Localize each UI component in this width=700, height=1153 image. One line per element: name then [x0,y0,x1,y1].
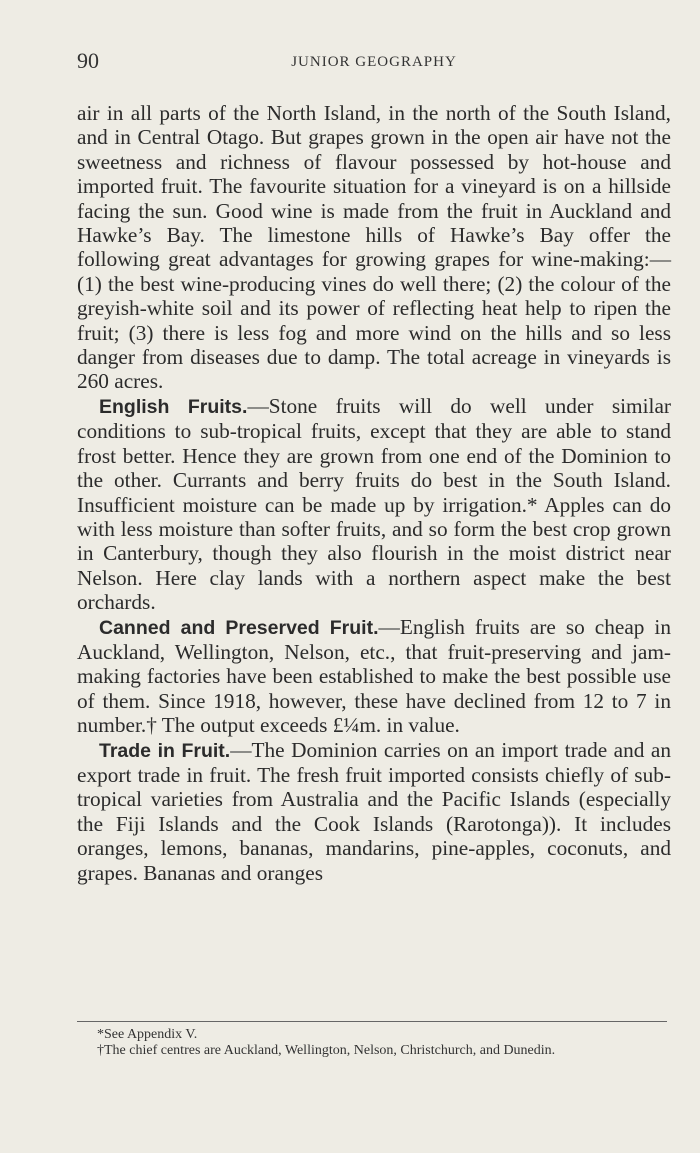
paragraph-text: —Stone fruits will do well under similar conditions to sub-tropical fruits, except that they are able to stand frost better. Hence they are grown from one end of the Dominion to the other. Currants and berry fruits do best in the South Island. Insufficient moisture can be made up by irrigation.* Apples can do with less moisture than softer fruits, and so form the best crop grown in Canterbury, though they also flourish in the moist district near Nelson. Here clay lands with a northern aspect make the best orchards. [77,393,671,615]
paragraph-canned-fruit [77,615,671,738]
paragraph-text: —The Dominion carries on an import trade and an export trade in fruit. The fresh fruit imported consists chiefly of sub-tropical varieties from Australia and the Pacific Islands (especially the Fiji Islands and the Cook Islands (Rarotonga)). It includes oranges, lemons, bananas, mandarins, pine-apples, coconuts, and grapes. Bananas and oranges [77,737,671,885]
body-text [77,101,671,885]
section-heading-canned-fruit: Canned and Preserved Fruit. [99,616,379,639]
footnote-divider [77,1021,667,1022]
page-number: 90 [77,48,99,73]
paragraph-grapes-continued [77,101,671,394]
paragraph-text: air in all parts of the North Island, in the north of the South Island, and in Central Otago. But grapes grown in the open air have not the sweetness and richness of flavour possessed by hot-house and imported fruit. The favourite situation for a vineyard is on a hillside facing the sun. Good wine is made from the fruit in Auckland and Hawke’s Bay. The limestone hills of Hawke’s Bay offer the following great advantages for growing grapes for wine-making:— (1) the best wine-producing vines do well there; (2) the colour of the greyish-white soil and its power of reflecting heat help to ripen the fruit; (3) there is less fog and more wind on the hills and so less danger from diseases due to damp. The total acreage in vineyards is 260 acres. [77,101,671,394]
page-header [77,48,671,78]
paragraph-english-fruits [77,394,671,615]
paragraph-trade-in-fruit [77,738,671,885]
section-heading-english-fruits: English Fruits. [99,395,248,418]
footnote-2: †The chief centres are Auckland, Wellington, Nelson, Christchurch, and Dunedin. [97,1043,556,1058]
running-head: JUNIOR GEOGRAPHY [291,54,457,70]
section-heading-trade-in-fruit: Trade in Fruit. [99,739,231,762]
footnotes [97,1027,671,1059]
footnote-1: *See Appendix V. [97,1027,198,1042]
paragraph-text: —English fruits are so cheap in Auckland, Wellington, Nelson, etc., that fruit-preserving and jam-making factories have been established to make the best possible use of them. Since 1918, however, these have declined from 12 to 7 in number.† The output exceeds £¼m. in value. [77,614,671,738]
